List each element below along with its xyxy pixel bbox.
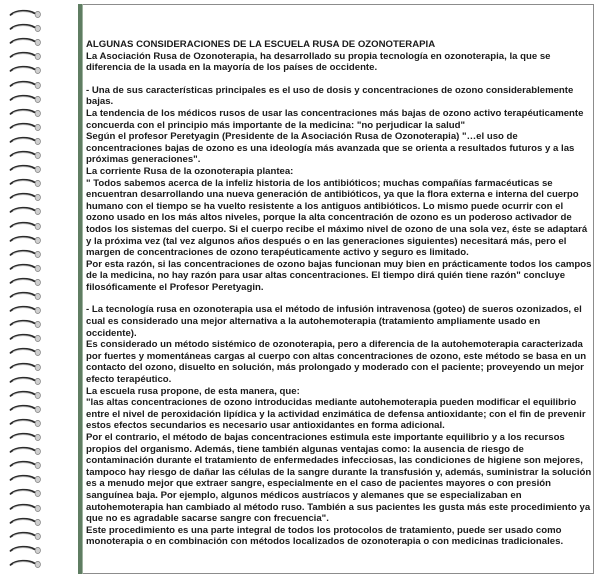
spiral-ring-icon: [8, 318, 42, 330]
spiral-ring-icon: [8, 375, 42, 387]
document-body: [86, 39, 592, 548]
spiral-ring-icon: [8, 431, 42, 443]
document-title: ALGUNAS CONSIDERACIONES DE LA ESCUELA RUSA DE OZONOTERAPIA: [86, 39, 436, 50]
spiral-ring-icon: [8, 361, 42, 373]
spiral-ring-icon: [8, 205, 42, 217]
spiral-ring-icon: [8, 234, 42, 246]
section2-paragraph: Este procedimiento es una parte integral de todos los protocolos de tratamiento, puede ser usado como monoterapia o en combinación con métodos localizados de ozonoterapia o con medicinas tradicionales.: [86, 524, 564, 548]
spiral-ring-icon: [8, 417, 42, 429]
section2-quote: "las altas concentraciones de ozono introducidas mediante autohemoterapia pueden modificar el equilibrio entre el nivel de peroxidación lipídica y la actividad enzimática de defensa antioxidante; con el fin de prevenir estos efectos secundarios es necesario usar antioxidantes en forma adicional.: [86, 397, 586, 432]
spiral-ring-icon: [8, 107, 42, 119]
spiral-ring-icon: [8, 473, 42, 485]
section2-lead: - La tecnología rusa en ozonoterapia usa el método de infusión intravenosa (goteo) de sueros ozonizados, el cual es considerado una mejor alternativa a la autohemoterapia (tratamiento ampliamente usado en occidente).: [86, 304, 582, 339]
section1-paragraph: La tendencia de los médicos rusos de usar las concentraciones más bajas de ozono activo terapéuticamente concuerda con el principio más importante de la medicina: "no perjudicar la salud": [86, 107, 584, 131]
spiral-ring-icon: [8, 79, 42, 91]
spiral-ring-icon: [8, 558, 42, 570]
spiral-ring-icon: [8, 516, 42, 528]
paragraph-gap: [86, 74, 592, 85]
section2-paragraph: Por el contrario, el método de bajas concentraciones estimula este importante equilibrio y a los recursos propios del organismo. Además, tiene también algunas ventajas como: la ausencia de riesgo de contaminación durante el tratamiento de enfermedades infecciosas, las condiciones de higiene son mejores, tampoco hay riesgo de dañar las células de la sangre durante la transfusión y, además, suministrar la solución es a menudo mejor que extraer sangre, especialmente en el caso de pacientes mayores o con presión sanguínea baja. Por ejemplo, algunos médicos austríacos y alemanes que se especializaban en autohemoterapia han cambiado al método ruso. También a sus pacientes les gusta más este procedimiento ya que no es agradable sacarse sangre con frecuencia".: [86, 432, 592, 525]
spiral-ring-icon: [8, 332, 42, 344]
section1-paragraph: Por esta razón, si las concentraciones de ozono bajas funcionan muy bien en prácticamente todos los campos de la medicina, no hay razón para usar altas concentraciones. El tiempo dirá quién tiene razón" concluye filosóficamente el Profesor Peretyagin.: [86, 258, 592, 293]
spiral-ring-icon: [8, 445, 42, 457]
spiral-ring-icon: [8, 530, 42, 542]
spiral-ring-icon: [8, 64, 42, 76]
spiral-ring-icon: [8, 487, 42, 499]
spiral-ring-icon: [8, 220, 42, 232]
spiral-ring-icon: [8, 22, 42, 34]
spiral-ring-icon: [8, 544, 42, 556]
spiral-ring-icon: [8, 389, 42, 401]
spiral-ring-icon: [8, 121, 42, 133]
spiral-ring-icon: [8, 459, 42, 471]
paragraph-gap: [86, 293, 592, 304]
spiral-ring-icon: [8, 50, 42, 62]
section2-paragraph: La escuela rusa propone, de esta manera, que:: [86, 385, 300, 397]
spiral-ring-icon: [8, 163, 42, 175]
spiral-ring-icon: [8, 93, 42, 105]
spiral-ring-icon: [8, 191, 42, 203]
spiral-ring-icon: [8, 290, 42, 302]
spiral-ring-icon: [8, 149, 42, 161]
section1-paragraph: Según el profesor Peretyagin (Presidente de la Asociación Rusa de Ozonoterapia) "…el uso de concentraciones bajas de ozono es una ideología más avanzada que se orienta a resultados futuros y a las próximas generaciones".: [86, 131, 575, 166]
spiral-ring-icon: [8, 276, 42, 288]
spiral-ring-icon: [8, 502, 42, 514]
spiral-ring-icon: [8, 346, 42, 358]
spiral-ring-icon: [8, 403, 42, 415]
spiral-ring-icon: [8, 248, 42, 260]
spiral-binding: [0, 0, 80, 579]
spiral-ring-icon: [8, 177, 42, 189]
spiral-ring-icon: [8, 304, 42, 316]
intro-paragraph: La Asociación Rusa de Ozonoterapia, ha desarrollado su propia tecnología en ozonoterapia, la que se diferencia de la usada en la mayoría de los países de occidente.: [86, 50, 551, 74]
section1-paragraph: La corriente Rusa de la ozonoterapia plantea:: [86, 165, 294, 177]
spiral-ring-icon: [8, 8, 42, 20]
spiral-ring-icon: [8, 262, 42, 274]
section1-lead: - Una de sus características principales es el uso de dosis y concentraciones de ozono considerablemente bajas.: [86, 84, 574, 108]
spiral-ring-icon: [8, 36, 42, 48]
spiral-ring-icon: [8, 135, 42, 147]
section2-paragraph: Es considerado un método sistémico de ozonoterapia, pero a diferencia de la autohemoterapia caracterizada por fuertes y momentáneas cargas al cuerpo con altas concentraciones de ozono, este método se basa en un contacto del ozono, disuelto en solución, más prolongado y moderado con el paciente; proveyendo un mejor efecto terapéutico.: [86, 339, 587, 386]
section1-quote: " Todos sabemos acerca de la infeliz historia de los antibióticos; muchas compañías farmacéuticas se encuentran desarrollando una nueva generación de antibióticos, ya que la flora externa e interna del cuerpo humano con el tiempo se ha vuelto resistente a los antiguos antibióticos. Lo mismo puede ocurrir con el ozono usado en los más altos niveles, porque la alta concentración de ozono es un poderoso activador de todos los sistemas del cuerpo. Si el cuerpo recibe el máximo nivel de ozono de una sola vez, éste se adaptará y la próxima vez (tal vez algunos años después o en las generaciones siguientes) necesitará más, pero el margen de concentraciones de ozono terapéuticamente activo y seguro es limitado.: [86, 177, 588, 259]
